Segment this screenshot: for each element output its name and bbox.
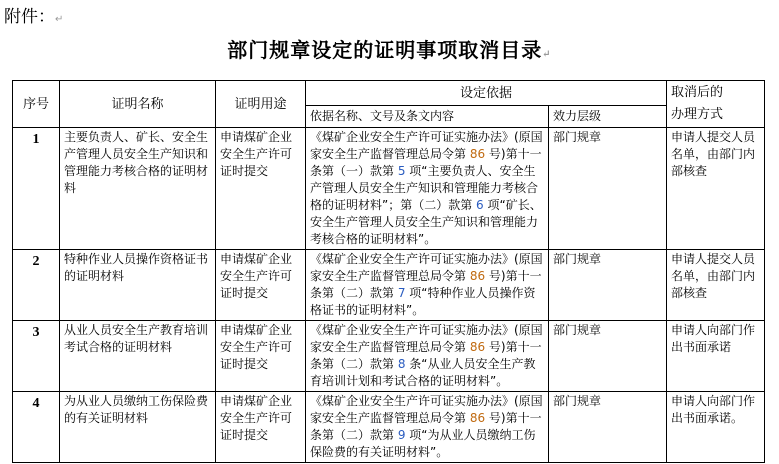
header-basis: 设定依据 (306, 81, 667, 106)
table-row (13, 392, 765, 463)
row-basis: 《煤矿企业安全生产许可证实施办法》(原国家安全生产监督管理总局令第 86 号)第十一条第（二）款第 7 项“特种作业人员操作资格证书的证明材料”。 (306, 250, 549, 321)
row-level: 部门规章 (549, 128, 667, 250)
row-purpose: 申请煤矿企业安全生产许可证时提交 (216, 250, 306, 321)
header-name: 证明名称 (60, 81, 216, 128)
row-basis: 《煤矿企业安全生产许可证实施办法》(原国家安全生产监督管理总局令第 86 号)第十一条第（二）款第 8 条“从业人员安全生产教育培训计划和考试合格的证明材料”。 (306, 321, 549, 392)
row-purpose: 申请煤矿企业安全生产许可证时提交 (216, 128, 306, 250)
row-level: 部门规章 (549, 321, 667, 392)
row-name: 特种作业人员操作资格证书的证明材料 (60, 250, 216, 321)
header-basis-doc: 依据名称、文号及条文内容 (306, 106, 549, 128)
row-level: 部门规章 (549, 392, 667, 463)
table-row (13, 128, 765, 250)
table-row (13, 321, 765, 392)
row-basis: 《煤矿企业安全生产许可证实施办法》(原国家安全生产监督管理总局令第 86 号)第十一条第（二）款第 9 项“为从业人员缴纳工伤保险费的有关证明材料”。 (306, 392, 549, 463)
row-name: 为从业人员缴纳工伤保险费的有关证明材料 (60, 392, 216, 463)
header-purpose: 证明用途 (216, 81, 306, 128)
document-title: 部门规章设定的证明事项取消目录↵ (227, 38, 552, 62)
row-after: 申请人向部门作出书面承诺。 (667, 392, 765, 463)
cancellation-table (12, 80, 765, 463)
row-purpose: 申请煤矿企业安全生产许可证时提交 (216, 392, 306, 463)
header-after: 取消后的 办理方式 (667, 81, 765, 128)
attachment-label: 附件：↵ (4, 7, 64, 27)
header-basis-level: 效力层级 (549, 106, 667, 128)
row-level: 部门规章 (549, 250, 667, 321)
row-purpose: 申请煤矿企业安全生产许可证时提交 (216, 321, 306, 392)
row-after: 申请人提交人员名单，由部门内部核查 (667, 128, 765, 250)
header-seq: 序号 (13, 81, 60, 128)
table-row (13, 250, 765, 321)
row-seq: 4 (13, 392, 60, 463)
row-name: 从业人员安全生产教育培训考试合格的证明材料 (60, 321, 216, 392)
row-after: 申请人提交人员名单，由部门内部核查 (667, 250, 765, 321)
row-seq: 2 (13, 250, 60, 321)
row-basis: 《煤矿企业安全生产许可证实施办法》(原国家安全生产监督管理总局令第 86 号)第十一条第（一）款第 5 项“主要负责人、安全生产管理人员安全生产知识和管理能力考核合格的证明材料”；第（二）款第 6 项“矿长、安全生产管理人员安全生产知识和管理能力考核合格的证明材料”。 (306, 128, 549, 250)
row-after: 申请人向部门作出书面承诺 (667, 321, 765, 392)
row-name: 主要负责人、矿长、安全生产管理人员安全生产知识和管理能力考核合格的证明材料 (60, 128, 216, 250)
row-seq: 1 (13, 128, 60, 250)
row-seq: 3 (13, 321, 60, 392)
